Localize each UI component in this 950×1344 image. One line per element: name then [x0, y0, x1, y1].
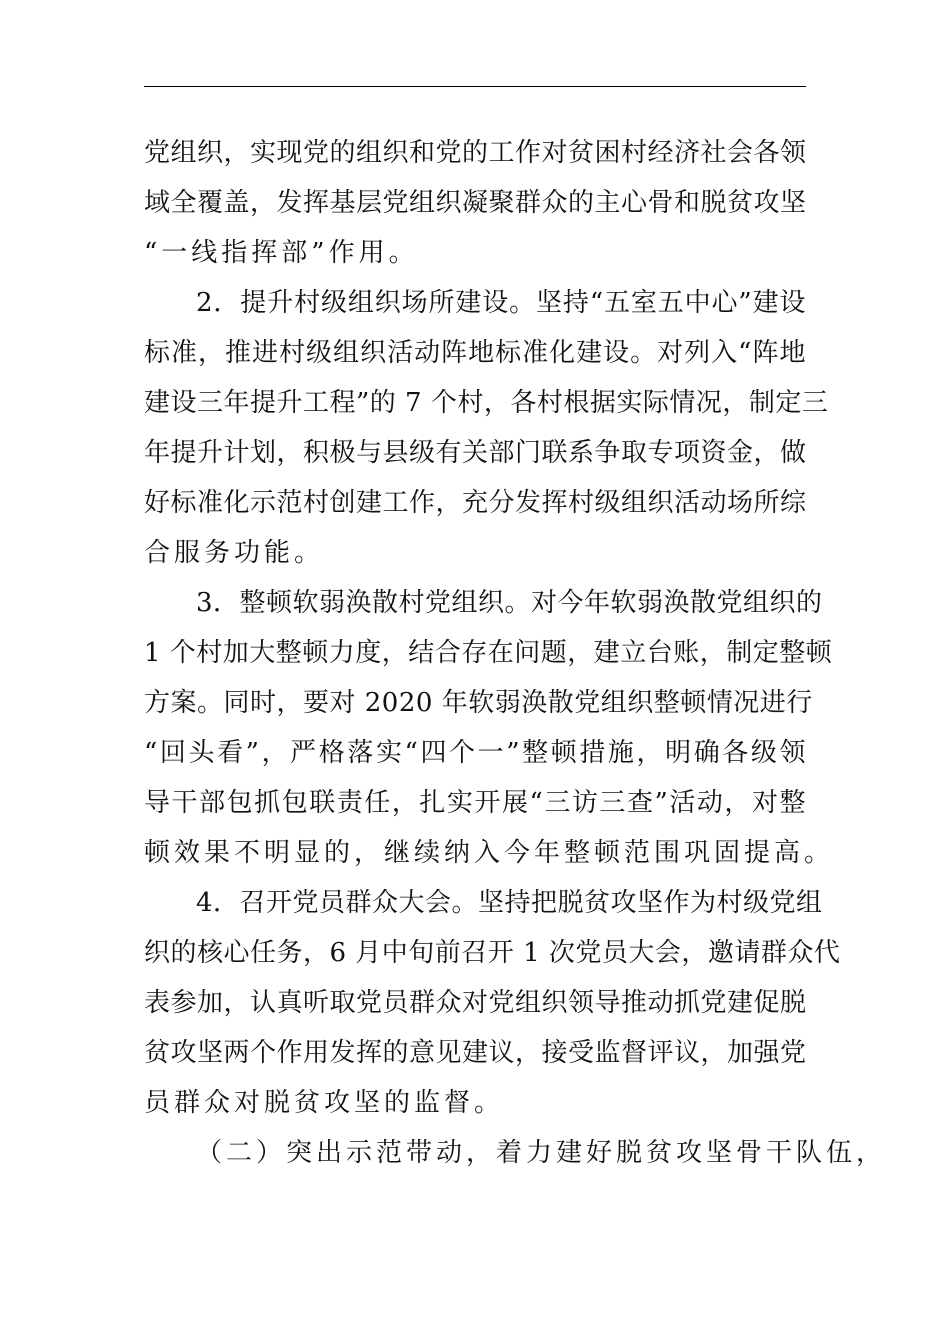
text-line: 方案。同时，要对 2020 年软弱涣散党组织整顿情况进行 [144, 688, 813, 718]
paragraph-2-heading-line: 2．提升村级组织场所建设。坚持“五室五中心”建设 [196, 288, 806, 318]
text-line: 域全覆盖，发挥基层党组织凝聚群众的主心骨和脱贫攻坚 [144, 188, 807, 218]
text-line: “回头看”，严格落实“四个一”整顿措施，明确各级领 [144, 738, 806, 768]
text-line: 合服务功能。 [144, 538, 325, 568]
paragraph-3-heading-line: 3．整顿软弱涣散村党组织。对今年软弱涣散党组织的 [196, 588, 823, 618]
text-line: 员群众对脱贫攻坚的监督。 [144, 1088, 505, 1118]
text-line: 党组织，实现党的组织和党的工作对贫困村经济社会各领 [144, 138, 807, 168]
text-line: 建设三年提升工程”的 7 个村，各村根据实际情况，制定三 [144, 388, 829, 418]
text-line: 表参加，认真听取党员群众对党组织领导推动抓党建促脱 [144, 988, 807, 1018]
text-line: 导干部包抓包联责任，扎实开展“三访三查”活动，对整 [144, 788, 806, 818]
text-line: 贫攻坚两个作用发挥的意见建议，接受监督评议，加强党 [144, 1038, 807, 1068]
text-line: 织的核心任务，6 月中旬前召开 1 次党员大会，邀请群众代 [144, 938, 841, 968]
text-line: 1 个村加大整顿力度，结合存在问题，建立台账，制定整顿 [144, 638, 833, 668]
text-line: “一线指挥部”作用。 [144, 238, 419, 268]
section-heading-line: （二）突出示范带动，着力建好脱贫攻坚骨干队伍， [196, 1138, 887, 1168]
text-line: 顿效果不明显的，继续纳入今年整顿范围巩固提高。 [144, 838, 835, 868]
paragraph-4-heading-line: 4．召开党员群众大会。坚持把脱贫攻坚作为村级党组 [196, 888, 823, 918]
header-rule [144, 86, 806, 87]
text-line: 好标准化示范村创建工作，充分发挥村级组织活动场所综 [144, 488, 807, 518]
text-line: 标准，推进村级组织活动阵地标准化建设。对列入“阵地 [144, 338, 806, 368]
text-line: 年提升计划，积极与县级有关部门联系争取专项资金，做 [144, 438, 807, 468]
document-body [144, 128, 887, 1178]
